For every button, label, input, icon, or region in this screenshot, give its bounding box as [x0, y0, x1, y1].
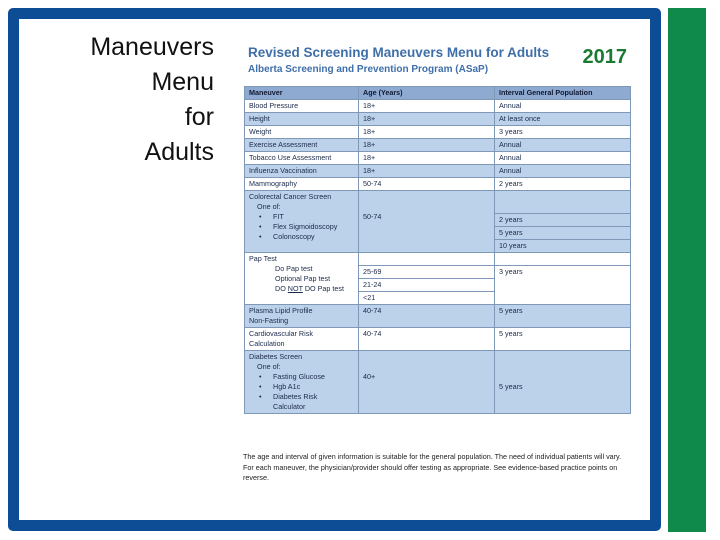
interval-cell: 3 years [495, 126, 631, 139]
colorectal-option: • Flex Sigmoidoscopy [249, 222, 354, 232]
table-row-diabetes [245, 351, 631, 414]
maneuver-cell: Weight [245, 126, 359, 139]
maneuver-cell: Height [245, 113, 359, 126]
slide-title-line: for [184, 103, 214, 131]
table-row [245, 178, 631, 191]
table-row [245, 305, 631, 328]
slide-title-line: Maneuvers [90, 33, 214, 61]
age-cell [359, 191, 495, 253]
colorectal-title: Colorectal Cancer Screen [249, 192, 332, 201]
table-header-row [245, 87, 631, 100]
maneuver-cell: Influenza Vaccination [245, 165, 359, 178]
document-header [243, 40, 635, 90]
maneuver-cell [245, 253, 359, 305]
screening-table [244, 86, 631, 414]
slide-title-line: Menu [151, 68, 214, 96]
slide-title-line: Adults [144, 138, 214, 166]
age-cell: 18+ [359, 165, 495, 178]
interval-cell: Annual [495, 165, 631, 178]
interval-cell: Annual [495, 100, 631, 113]
table-row [245, 126, 631, 139]
column-header: Interval General Population [495, 87, 631, 100]
maneuver-cell: Cardiovascular Risk Calculation [245, 328, 359, 351]
age-cell: 40-74 [359, 305, 495, 328]
colorectal-interval: 10 years [495, 239, 630, 252]
slide-title [60, 30, 214, 170]
maneuver-cell: Tobacco Use Assessment [245, 152, 359, 165]
colorectal-option: • FIT [249, 212, 354, 222]
interval-cell: 2 years [495, 178, 631, 191]
diabetes-title: Diabetes Screen [249, 352, 303, 361]
colorectal-interval: 2 years [495, 213, 630, 226]
diabetes-age: 40+ [363, 372, 376, 381]
pap-option: Optional Pap test [275, 274, 331, 283]
interval-cell [495, 253, 631, 305]
interval-cell [495, 351, 631, 414]
table-row-colorectal [245, 191, 631, 253]
table-row [245, 113, 631, 126]
age-cell: 18+ [359, 139, 495, 152]
age-cell: 18+ [359, 113, 495, 126]
table-row [245, 139, 631, 152]
pap-title: Pap Test [249, 254, 277, 263]
colorectal-one-of: One of: [257, 202, 281, 211]
age-cell: 18+ [359, 126, 495, 139]
age-cell: 18+ [359, 100, 495, 113]
interval-cell: 5 years [495, 305, 631, 328]
age-cell: 18+ [359, 152, 495, 165]
colorectal-interval: 5 years [495, 226, 630, 239]
maneuver-cell [245, 351, 359, 414]
diabetes-interval: 5 years [499, 382, 523, 391]
diabetes-option: • Diabetes Risk [249, 392, 354, 402]
colorectal-age: 50-74 [363, 212, 382, 221]
age-cell: 40-74 [359, 328, 495, 351]
column-header: Age (Years) [359, 87, 495, 100]
diabetes-option-cont: Calculator [273, 402, 306, 411]
pap-age: 21-24 [359, 278, 494, 291]
interval-cell: 5 years [495, 328, 631, 351]
pap-age: <21 [359, 291, 494, 304]
accent-bar [668, 8, 706, 532]
maneuver-cell [245, 191, 359, 253]
diabetes-one-of: One of: [257, 362, 281, 371]
age-cell [359, 253, 495, 305]
diabetes-option: • Fasting Glucose [249, 372, 354, 382]
age-cell: 50-74 [359, 178, 495, 191]
interval-cell: Annual [495, 139, 631, 152]
table-row-pap [245, 253, 631, 305]
document-title: Revised Screening Maneuvers Menu for Adults [248, 45, 550, 60]
pap-option: Do Pap test [275, 264, 313, 273]
pap-interval: 3 years [495, 265, 630, 278]
column-header: Maneuver [245, 87, 359, 100]
screening-document [243, 40, 635, 490]
interval-cell [495, 191, 631, 253]
table-row [245, 152, 631, 165]
age-cell [359, 351, 495, 414]
document-year: 2017 [582, 46, 627, 68]
pap-age: 25-69 [359, 265, 494, 278]
document-footnote: The age and interval of given information is suitable for the general population. The need of individual patients will vary. For each maneuver, the physician/provider should offer testing as appropriate. See evidence-based practice points on reverse. [243, 452, 622, 482]
maneuver-cell: Exercise Assessment [245, 139, 359, 152]
pap-option: DO NOT DO Pap test [275, 284, 344, 293]
maneuver-cell: Blood Pressure [245, 100, 359, 113]
document-subtitle: Alberta Screening and Prevention Program (ASaP) [248, 64, 489, 75]
table-row [245, 100, 631, 113]
table-row [245, 165, 631, 178]
table-row [245, 328, 631, 351]
interval-cell: Annual [495, 152, 631, 165]
maneuver-cell: Plasma Lipid Profile Non-Fasting [245, 305, 359, 328]
maneuver-cell: Mammography [245, 178, 359, 191]
colorectal-option: • Colonoscopy [249, 232, 354, 242]
diabetes-option: • Hgb A1c [249, 382, 354, 392]
interval-cell: At least once [495, 113, 631, 126]
